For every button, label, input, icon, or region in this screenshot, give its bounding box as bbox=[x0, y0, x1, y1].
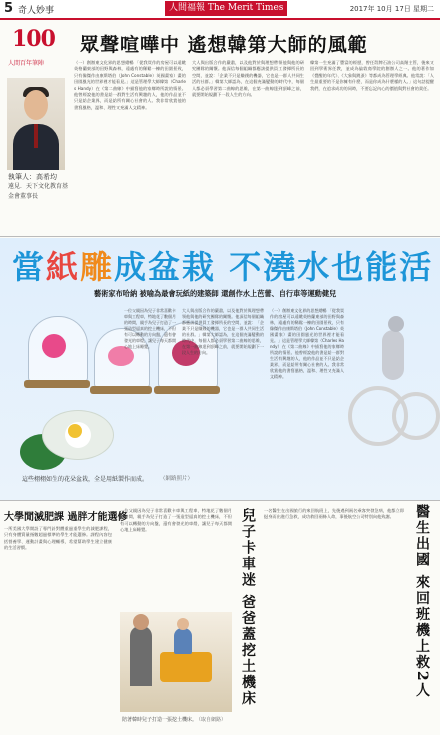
lily-center bbox=[68, 424, 82, 438]
page-number: 5 bbox=[4, 1, 14, 16]
anniversary-logo bbox=[8, 24, 68, 72]
issue-date: 2017年 10月 17日 星期二 bbox=[349, 5, 434, 13]
section-divider-2 bbox=[0, 500, 440, 501]
story-left-headline: 大學閒滅肥課 過胖才能選修 bbox=[4, 512, 128, 523]
feature-title: 當紙雕成盆栽 不澆水也能活 bbox=[12, 248, 434, 286]
story-right-text: 一名醫生在出國旅行的來回航班上，先後遇到兩名乘客突發急病，他都立即挺身而出進行急救，成功救回兩條人命，事後航空公司特別向他致謝。 bbox=[264, 508, 404, 520]
author-portrait bbox=[7, 78, 65, 170]
feature-subtitle: 藝術家布哈納 被喻為最會玩紙的建築師 還創作水上芭蕾、自行車等運動健兒 bbox=[94, 289, 337, 298]
feature-text-1: 一位父親因為兒子非常喜歡卡車與工程車，特地花了數個月的時間，親手為兒子打造了一張造型逼真的挖土機床，不但有可以轉動的方向盤，還有會發光的車燈，讓兒子每天都開心地上床睡覺。 bbox=[124, 308, 176, 349]
section-name: 奇人妙事 bbox=[18, 6, 55, 16]
story-mid-title: 兒子卡車迷 爸爸蓋挖土機床 bbox=[240, 508, 256, 707]
masthead: 人間福報 The Merit Times bbox=[165, 1, 287, 16]
anniversary-caption: 人間百年筆陣 bbox=[8, 60, 45, 67]
author-info bbox=[8, 172, 68, 202]
author-title: 遠見．天下文化教育基金會董事長 bbox=[8, 183, 69, 200]
paper-cyclist-sculpture bbox=[348, 308, 434, 458]
feature-story bbox=[0, 238, 440, 500]
section-divider bbox=[0, 236, 440, 237]
page-header bbox=[0, 0, 440, 20]
column-text-2: 大人與出版合作的嚴肅，以及他對於與理想帶領他與他的研究團隊的關懷。他深信每個組織都應該提供員工發揮所長的空間，並說：「企業不只是賺錢的機器，它也是一群人共同生活的社群。」韓第大師認為，在這個充滿變動的時代中，每個人都必須學習第二曲線的思維，在第一曲線達到頂峰之前，就要開始規劃下一段人生的方向。 bbox=[192, 60, 304, 98]
story-left-text: 一所美國大學開設了專門針對體重過重學生的減肥課程，只有身體質量指數超過標準的學生才能選修。課程內容包括營養學、運動計畫與心理輔導，希望幫助學生建立健康的生活習慣。 bbox=[4, 526, 112, 551]
anniversary-number: 100 bbox=[12, 26, 55, 52]
author-name: 執筆人：高希均 bbox=[8, 173, 57, 181]
column-headline: 眾聲喧嘩中 遙想韓第大師的風範 bbox=[80, 34, 368, 56]
story-right-title: 醫生出國 來回班機上救2人 bbox=[414, 504, 430, 699]
story-mid-text: 一位父親因為兒子非常喜歡卡車與工程車，特地花了數個月的時間，親手為兒子打造了一張造型逼真的挖土機床，不但有可以轉動的方向盤，還有會發光的車燈，讓兒子每天都開心地上床睡覺。 bbox=[120, 508, 232, 533]
photo-caption: 陪著韓時兒子打造一張挖土機床。 bbox=[122, 717, 198, 723]
feature-text-3: （一）創辦東文化界的思想總暢 「從我買作的房屋可以遠眺英格蘭東部的田野與森林，遠處有的稀鬆一棟的田園景致，只有像傑作由康斯塔伯（John Constable）英國畫家）畫的田園風光的世界裡才能看見。」這是管理學大師韓第（Charles Handy）在《第二曲線》中描寫他的家鄉時所說的情景。他曾經說他的書是給一群對生活有興趣的人，他的作品並不只是給企業界，而是給所有關心社會的人。我非常欣賞他的書寫風格，溫和、理性又充滿人文精神。 bbox=[270, 308, 344, 379]
feature-credit: （網路照片） bbox=[160, 476, 194, 482]
column-text-1: （一）創辦東文化界的思想總暢 「從我買作的房屋可以遠眺英格蘭東部的田野與森林，遠處有的稀鬆一棟的田園景致，只有像傑作由康斯塔伯（John Constable）英國畫家）畫的田園風光的世界裡才能看見。」這是管理學大師韓第（Charles Handy）在《第二曲線》中描寫他的家鄉時所說的情景。他曾經說他的書是給一群對生活有興趣的人，他的作品並不只是給企業界，而是給所有關心社會的人。我非常欣賞他的書寫風格，溫和、理性又充滿人文精神。 bbox=[74, 60, 186, 110]
feature-text-2: 大人與出版合作的嚴肅，以及他對於與理想帶領他與他的研究團隊的關懷。他深信每個組織都應該提供員工發揮所長的空間，並說：「企業不只是賺錢的機器，它也是一群人共同生活的社群。」韓第大師認為，在這個充滿變動的時代中，每個人都必須學習第二曲線的思維，在第一曲線達到頂峰之前，就要開始規劃下一段人生的方向。 bbox=[182, 308, 264, 355]
column-text-3: 韓第一生充滿了豐富的經歷，曾任殼牌石油公司高階主管，後來又回到學術界任教，並成為倫敦商學院的創辦人之一。他的著作如《覺醒的年代》、《大象與跳蚤》等都成為管理學經典。他常說：「人生最重要的不是你擁有什麼，而是你成為什麼樣的人。」這句話提醒我們，在追求成功的同時，不要忘記內心的價值與對社會的責任。 bbox=[310, 60, 434, 91]
feature-caption: 這些栩栩如生的花朵盆栽，全是用紙製作而成。 bbox=[22, 476, 149, 483]
excavator-bed-photo bbox=[120, 612, 232, 712]
photo-credit: （取自網路） bbox=[196, 717, 227, 723]
